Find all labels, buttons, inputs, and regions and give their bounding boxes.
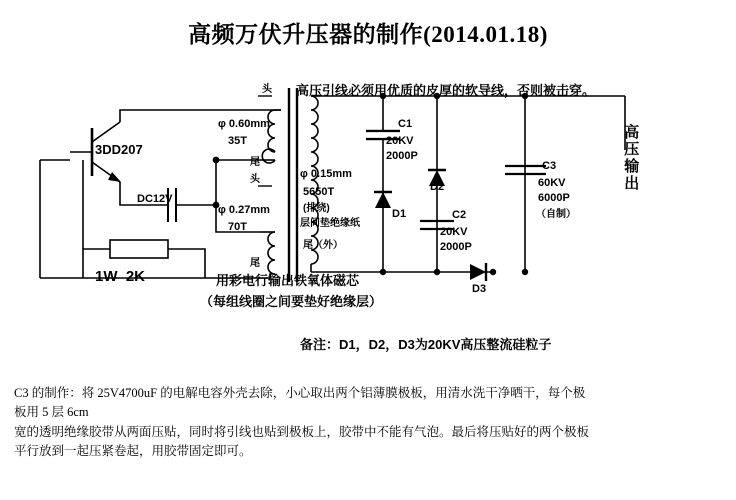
d3-triangle: [470, 264, 486, 280]
primary-bottom-tail: 尾: [250, 258, 260, 269]
secondary-note1: (排绕): [303, 203, 330, 214]
resistor-label: 1W 2K: [95, 268, 146, 285]
primary-bottom-turns: 70T: [228, 221, 247, 233]
node-dot-c3-bot: [522, 269, 528, 275]
winding-primary-bottom: [260, 232, 275, 278]
core-note-line-2: （每组线圈之间要垫好绝缘层）: [200, 294, 383, 309]
transistor-emitter-arrow: [108, 172, 121, 182]
primary-top-tail: 尾: [250, 157, 260, 168]
node-dot-c1-bot: [380, 269, 386, 275]
c2-name: C2: [452, 209, 467, 221]
transistor-label: 3DD207: [95, 142, 143, 157]
resistor-body: [110, 240, 168, 258]
c3-name: C3: [542, 160, 557, 172]
bottom-note: [14, 384, 726, 462]
wire-resistor-right: [168, 249, 205, 278]
node-dot-c2-bot: [434, 269, 440, 275]
bottom-note-line-3: 宽的透明绝缘胶带从两面压贴，同时将引线也贴到极板上，胶带中不能有气泡。最后将压贴好的两个极板: [14, 424, 590, 439]
secondary-note2: 层间垫绝缘纸: [300, 218, 360, 229]
c3-spec1: 60KV: [538, 177, 566, 189]
supply-label: DC12V: [137, 193, 173, 205]
primary-bottom-head: 头: [250, 174, 260, 185]
top-note: 高压引线必须用优质的皮厚的软导线，否则被击穿。: [296, 83, 596, 98]
bottom-note-line-2: 板用 5 层 6cm: [14, 405, 89, 420]
bottom-note-line-4: 平行放到一起压紧卷起，用胶带固定即可。: [14, 444, 252, 459]
remark: 备注：D1，D2，D3为20KV高压整流硅粒子: [300, 337, 552, 352]
c2-spec2: 2000P: [440, 241, 472, 253]
secondary-tail: 尾（外）: [303, 240, 343, 251]
c1-name: C1: [398, 118, 413, 130]
d2-name: D2: [430, 181, 445, 193]
primary-bottom-wire: φ 0.27mm: [218, 204, 270, 216]
d1-name: D1: [392, 208, 407, 220]
node-dot-d3: [490, 269, 496, 275]
d3-name: D3: [472, 283, 487, 295]
page-title: 高频万伏升压器的制作(2014.01.18): [188, 22, 548, 47]
c1-spec1: 20KV: [386, 135, 414, 147]
transistor-collector: [92, 122, 120, 142]
c2-spec1: 20KV: [440, 226, 468, 238]
primary-top-wire: φ 0.60mm: [218, 118, 270, 130]
core-note-line-1: 用彩电行输出铁氧体磁芯: [216, 273, 360, 288]
c3-spec3: （自制）: [536, 209, 576, 220]
secondary-turns: 5650T: [303, 186, 335, 198]
c1-spec2: 2000P: [386, 150, 418, 162]
c3-spec2: 6000P: [538, 192, 570, 204]
d1-triangle: [375, 192, 391, 208]
primary-top-head: 头: [262, 84, 272, 95]
secondary-wire: φ 0.15mm: [300, 168, 352, 180]
output-label: 高压输出: [622, 124, 640, 192]
primary-top-turns: 35T: [228, 135, 247, 147]
bottom-note-line-1: C3 的制作：将 25V4700uF 的电解电容外壳去除，小心取出两个铝薄膜极板，用清水洗干净晒干，每个极: [14, 386, 586, 400]
